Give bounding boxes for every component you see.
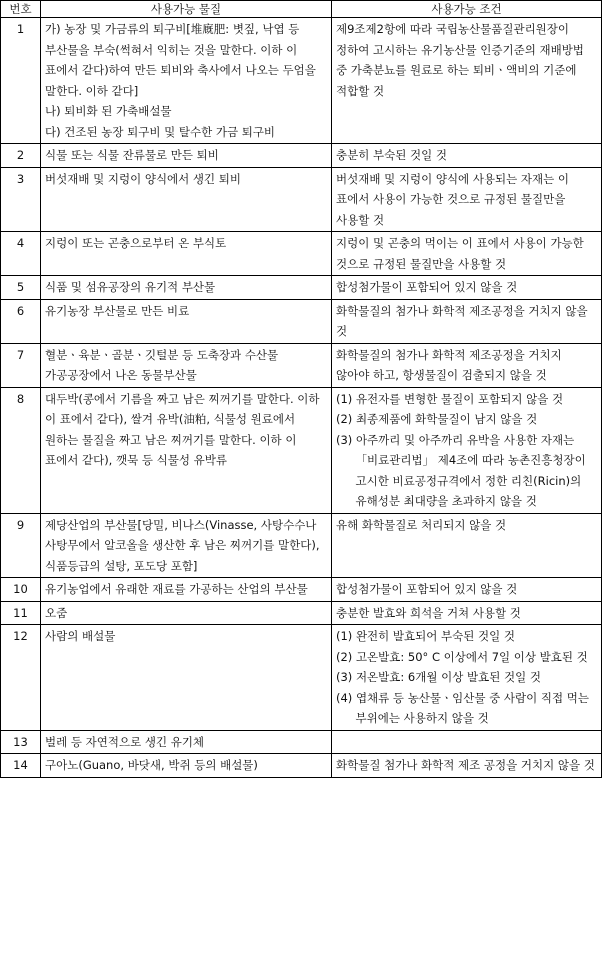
- condition-cell: [332, 144, 602, 168]
- material-text: 유기농장 부산물로 만든 비료: [45, 303, 190, 318]
- condition-text: (1) 유전자를 변형한 물질이 포함되지 않을 것: [336, 391, 564, 406]
- material-cell: [41, 387, 332, 513]
- condition-text: 합성첨가물이 포함되어 있지 않을 것: [336, 280, 518, 294]
- condition-text: (2) 최종제품에 화학물질이 남지 않을 것: [336, 412, 538, 426]
- condition-text: 화학물질 첨가나 화학적 제조 공정을 거치지 않을 것: [336, 758, 595, 772]
- material-text: 벌레 등 자연적으로 생긴 유기체: [45, 734, 205, 749]
- material-cell: [41, 232, 332, 276]
- row-number: 13: [1, 730, 41, 754]
- table-row: [1, 343, 602, 387]
- condition-text: (3) 아주까리 및 아주까리 유박을 사용한 자재는 「비료관리법」 제4조에 따라 농촌진흥청장이 고시한 비료공정규격에서 정한 리친(Ricin)의 유해성분 최대량을 초과하지 않을 것: [336, 432, 586, 508]
- material-text: 지렁이 또는 곤충으로부터 온 부식토: [45, 236, 227, 250]
- row-number: 10: [1, 578, 41, 602]
- material-cell: [41, 343, 332, 387]
- condition-cell: [332, 167, 602, 232]
- condition-text: (1) 완전히 발효되어 부숙된 것일 것: [336, 629, 515, 643]
- condition-text: 유해 화학물질로 처리되지 않을 것: [336, 517, 507, 532]
- material-text: 나) 퇴비화 된 가축배설물: [45, 104, 172, 118]
- row-number: 12: [1, 625, 41, 731]
- condition-text: (4) 엽채류 등 농산물ㆍ임산물 중 사람이 직접 먹는 부위에는 사용하지 않을 것: [336, 690, 589, 725]
- row-number: 11: [1, 601, 41, 625]
- header-material: 사용가능 물질: [41, 1, 332, 18]
- condition-cell: [332, 276, 602, 300]
- condition-cell: [332, 730, 602, 754]
- material-cell: [41, 167, 332, 232]
- material-cell: [41, 625, 332, 731]
- row-number: 5: [1, 276, 41, 300]
- row-number: 8: [1, 387, 41, 513]
- condition-cell: [332, 578, 602, 602]
- material-cell: [41, 276, 332, 300]
- row-number: 9: [1, 513, 41, 578]
- condition-cell: [332, 754, 602, 778]
- material-cell: [41, 299, 332, 343]
- table-row: [1, 276, 602, 300]
- material-cell: [41, 578, 332, 602]
- material-cell: [41, 730, 332, 754]
- table-row: [1, 232, 602, 276]
- row-number: 3: [1, 167, 41, 232]
- material-text: 제당산업의 부산물[당밀, 비나스(Vinasse, 사탕수수나 사탕무에서 알코올을 생산한 후 남은 찌꺼기를 말한다), 식품등급의 설탕, 포도당 포함]: [45, 517, 320, 573]
- condition-cell: [332, 18, 602, 144]
- material-cell: [41, 754, 332, 778]
- row-number: 4: [1, 232, 41, 276]
- table-row: [1, 754, 602, 778]
- condition-cell: [332, 343, 602, 387]
- header-row: [1, 1, 602, 18]
- material-text: 유기농업에서 유래한 재료를 가공하는 산업의 부산물: [45, 582, 308, 596]
- material-text: 사람의 배설물: [45, 629, 116, 643]
- table-row: [1, 144, 602, 168]
- material-text: 버섯재배 및 지렁이 양식에서 생긴 퇴비: [45, 171, 242, 186]
- table-body: [1, 18, 602, 778]
- condition-cell: [332, 625, 602, 731]
- material-cell: [41, 18, 332, 144]
- material-text: 구아노(Guano, 바닷새, 박쥐 등의 배설물): [45, 758, 258, 772]
- table-row: [1, 299, 602, 343]
- row-number: 14: [1, 754, 41, 778]
- condition-text: 충분한 발효와 희석을 거쳐 사용할 것: [336, 605, 521, 620]
- material-cell: [41, 601, 332, 625]
- condition-text: 합성첨가물이 포함되어 있지 않을 것: [336, 582, 518, 596]
- condition-cell: [332, 232, 602, 276]
- material-cell: [41, 513, 332, 578]
- condition-text: 지렁이 및 곤충의 먹이는 이 표에서 사용이 가능한 것으로 규정된 물질만을 사용할 것: [336, 236, 584, 271]
- material-text: 식물 또는 식물 잔류물로 만든 퇴비: [45, 148, 219, 162]
- material-text: 오줌: [45, 605, 68, 620]
- condition-cell: [332, 387, 602, 513]
- material-text: 대두박(콩에서 기름을 짜고 남은 찌꺼기를 말한다. 이하 이 표에서 같다), 쌀겨 유박(油粕, 식물성 원료에서 원하는 물질을 짜고 남은 찌꺼기를 말한다. 이하 이 표에서 같다), 깻묵 등 식물성 유박류: [45, 391, 320, 467]
- table-row: [1, 18, 602, 144]
- condition-text: 버섯재배 및 지렁이 양식에 사용되는 자재는 이 표에서 사용이 가능한 것으로 규정된 물질만을 사용할 것: [336, 171, 570, 227]
- table-row: [1, 578, 602, 602]
- condition-cell: [332, 299, 602, 343]
- condition-text: 화학물질의 첨가나 화학적 제조공정을 거치지 않아야 하고, 항생물질이 검출되지 않을 것: [336, 347, 562, 382]
- condition-text: 충분히 부숙된 것일 것: [336, 148, 447, 162]
- condition-text: 화학물질의 첨가나 화학적 제조공정을 거치지 않을 것: [336, 303, 588, 338]
- table-row: [1, 625, 602, 731]
- row-number: 6: [1, 299, 41, 343]
- table-row: [1, 513, 602, 578]
- row-number: 1: [1, 18, 41, 144]
- condition-text: (3) 저온발효: 6개월 이상 발효된 것일 것: [336, 670, 541, 684]
- condition-cell: [332, 513, 602, 578]
- table-row: [1, 601, 602, 625]
- condition-text: 제9조제2항에 따라 국립농산물품질관리원장이 정하여 고시하는 유기농산물 인증기준의 재배방법 중 가축분뇨를 원료로 하는 퇴비ㆍ액비의 기준에 적합할 것: [336, 22, 584, 98]
- material-text: 혈분ㆍ육분ㆍ골분ㆍ깃털분 등 도축장과 수산물 가공공장에서 나온 동물부산물: [45, 347, 279, 382]
- header-no: 번호: [1, 1, 41, 18]
- material-cell: [41, 144, 332, 168]
- table-row: [1, 387, 602, 513]
- condition-text: (2) 고온발효: 50° C 이상에서 7일 이상 발효된 것: [336, 649, 588, 664]
- header-condition: 사용가능 조건: [332, 1, 602, 18]
- row-number: 2: [1, 144, 41, 168]
- material-text: 식품 및 섬유공장의 유기적 부산물: [45, 280, 216, 294]
- material-text: 다) 건조된 농장 퇴구비 및 탈수한 가금 퇴구비: [45, 124, 276, 139]
- table-row: [1, 730, 602, 754]
- row-number: 7: [1, 343, 41, 387]
- condition-cell: [332, 601, 602, 625]
- material-text: 가) 농장 및 가금류의 퇴구비[堆廐肥: 볏짚, 낙엽 등 부산물을 부숙(썩혀서 익히는 것을 말한다. 이하 이 표에서 같다)하여 만든 퇴비와 축사에서 나오는 두엄을 말한다. 이하 같다]: [45, 22, 316, 98]
- table-row: [1, 167, 602, 232]
